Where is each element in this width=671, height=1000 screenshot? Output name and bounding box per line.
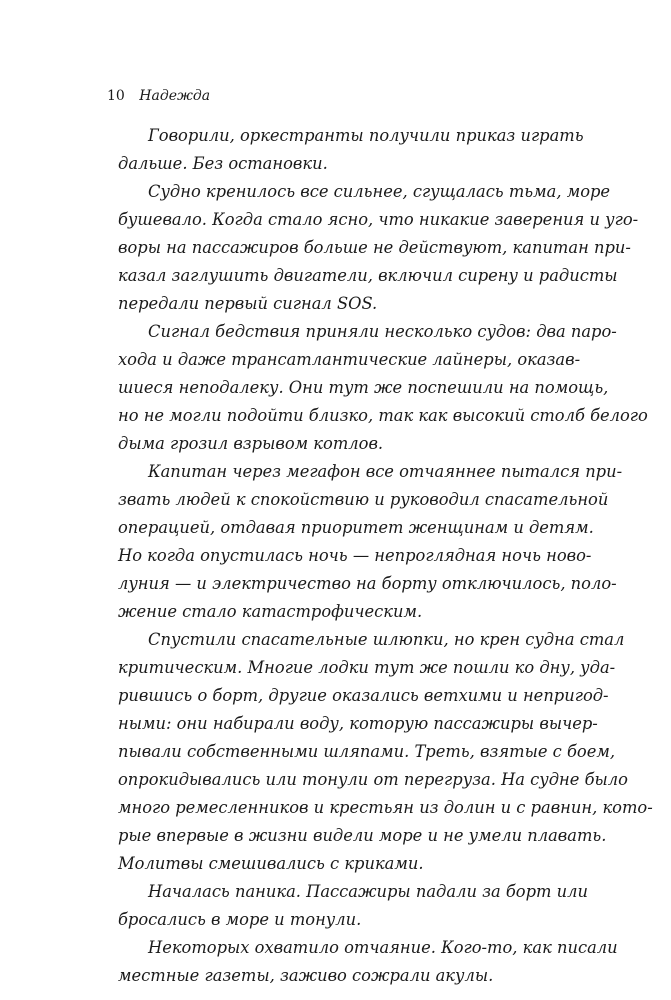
text-line: Но когда опустилась ночь — непроглядная ночь ново- — [118, 546, 592, 565]
text-line: воры на пассажиров больше не действуют, капитан при- — [118, 238, 631, 257]
text-line: много ремесленников и крестьян из долин и с равнин, кото- — [118, 798, 653, 817]
text-line: Сигнал бедствия приняли несколько судов: два паро- — [148, 322, 617, 341]
paragraph — [118, 318, 648, 458]
text-line: дыма грозил взрывом котлов. — [118, 434, 384, 453]
text-line: луния — и электричество на борту отключилось, поло- — [118, 574, 617, 593]
text-line: местные газеты, заживо сожрали акулы. — [118, 966, 494, 985]
text-line: ными: они набирали воду, которую пассажиры вычер- — [118, 714, 598, 733]
text-line: Судно кренилось все сильнее, сгущалась тьма, море — [148, 182, 611, 201]
text-line: хода и даже трансатлантические лайнеры, оказав- — [118, 350, 581, 369]
body-text — [118, 122, 653, 990]
text-line: дальше. Без остановки. — [118, 154, 328, 173]
text-line: Капитан через мегафон все отчаяннее пытался при- — [148, 462, 623, 481]
text-line: критическим. Многие лодки тут же пошли ко дну, уда- — [118, 658, 616, 677]
running-head — [107, 86, 210, 106]
text-line: пывали собственными шляпами. Треть, взятые с боем, — [118, 742, 616, 761]
text-line: шиеся неподалеку. Они тут же поспешили на помощь, — [118, 378, 609, 397]
text-line: операцией, отдавая приоритет женщинам и детям. — [118, 518, 594, 537]
paragraph — [118, 458, 623, 626]
paragraph — [118, 122, 584, 178]
text-line: рые впервые в жизни видели море и не умели плавать. — [118, 826, 607, 845]
paragraph — [118, 878, 588, 934]
page-number: 10 — [107, 88, 125, 104]
paragraph — [118, 178, 639, 318]
text-line: бросались в море и тонули. — [118, 910, 362, 929]
text-line: передали первый сигнал SOS. — [118, 294, 378, 313]
text-line: Некоторых охватило отчаяние. Кого-то, как писали — [148, 938, 618, 957]
text-line: Спустили спасательные шлюпки, но крен судна стал — [148, 630, 625, 649]
paragraph — [118, 934, 618, 990]
text-line: казал заглушить двигатели, включил сирену и радисты — [118, 266, 618, 285]
running-title: Надежда — [139, 88, 211, 104]
text-line: но не могли подойти близко, так как высокий столб белого — [118, 406, 648, 425]
text-line: опрокидывались или тонули от перегруза. На судне было — [118, 770, 628, 789]
text-line: бушевало. Когда стало ясно, что никакие заверения и уго- — [118, 210, 639, 229]
text-line: жение стало катастрофическим. — [118, 602, 423, 621]
text-line: Говорили, оркестранты получили приказ играть — [148, 126, 584, 145]
text-line: звать людей к спокойствию и руководил спасательной — [118, 490, 609, 509]
paragraph — [118, 626, 653, 878]
text-line: рившись о борт, другие оказались ветхими и непригод- — [118, 686, 609, 705]
text-line: Молитвы смешивались с криками. — [118, 854, 424, 873]
text-line: Началась паника. Пассажиры падали за борт или — [148, 882, 588, 901]
